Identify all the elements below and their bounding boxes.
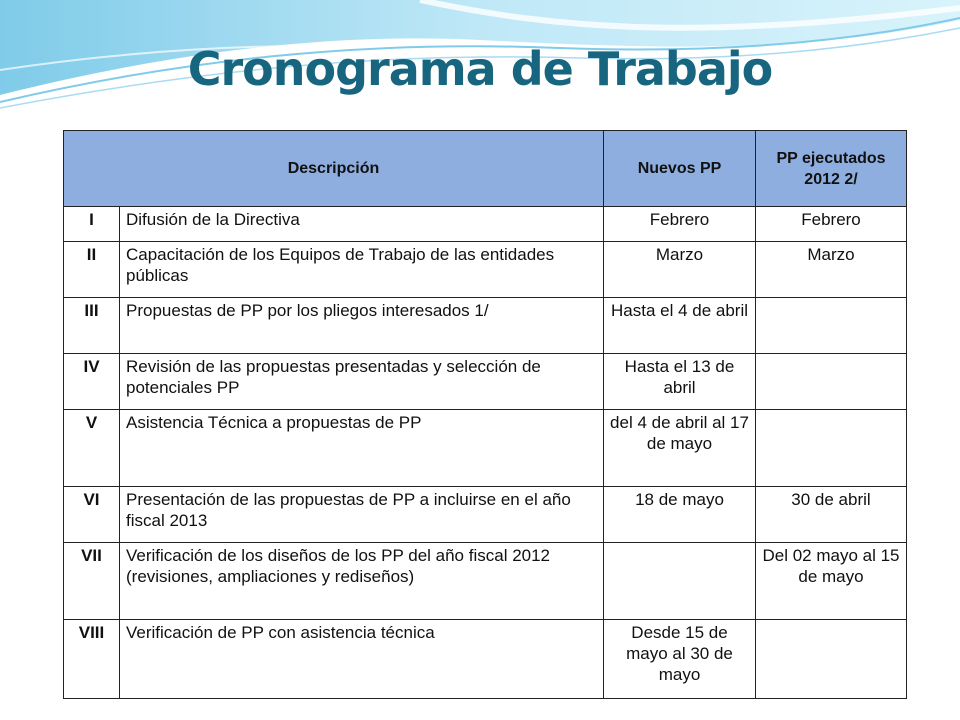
row-number: VI bbox=[64, 487, 120, 543]
table-row bbox=[64, 410, 907, 487]
row-pp-ejecutados: 30 de abril bbox=[756, 487, 907, 543]
row-number: VIII bbox=[64, 620, 120, 699]
row-description: Difusión de la Directiva bbox=[120, 207, 604, 242]
row-description: Verificación de PP con asistencia técnica bbox=[120, 620, 604, 699]
header-description: Descripción bbox=[64, 131, 604, 207]
row-number: III bbox=[64, 298, 120, 354]
row-pp-ejecutados: Del 02 mayo al 15 de mayo bbox=[756, 543, 907, 620]
row-description: Asistencia Técnica a propuestas de PP bbox=[120, 410, 604, 487]
schedule-table bbox=[63, 130, 907, 699]
table-row bbox=[64, 207, 907, 242]
row-description: Revisión de las propuestas presentadas y selección de potenciales PP bbox=[120, 354, 604, 410]
row-description: Capacitación de los Equipos de Trabajo de las entidades públicas bbox=[120, 242, 604, 298]
row-pp-ejecutados bbox=[756, 620, 907, 699]
table-row bbox=[64, 242, 907, 298]
row-pp-ejecutados bbox=[756, 298, 907, 354]
row-number: V bbox=[64, 410, 120, 487]
table-row bbox=[64, 354, 907, 410]
row-nuevos-pp bbox=[604, 543, 756, 620]
row-number: VII bbox=[64, 543, 120, 620]
row-pp-ejecutados bbox=[756, 354, 907, 410]
header-pp-ejecutados: PP ejecutados 2012 2/ bbox=[756, 131, 907, 207]
table-row bbox=[64, 620, 907, 699]
table-row bbox=[64, 298, 907, 354]
row-pp-ejecutados: Febrero bbox=[756, 207, 907, 242]
row-nuevos-pp: del 4 de abril al 17 de mayo bbox=[604, 410, 756, 487]
row-nuevos-pp: 18 de mayo bbox=[604, 487, 756, 543]
row-nuevos-pp: Hasta el 13 de abril bbox=[604, 354, 756, 410]
row-description: Propuestas de PP por los pliegos interesados 1/ bbox=[120, 298, 604, 354]
row-nuevos-pp: Marzo bbox=[604, 242, 756, 298]
row-nuevos-pp: Hasta el 4 de abril bbox=[604, 298, 756, 354]
row-pp-ejecutados: Marzo bbox=[756, 242, 907, 298]
row-number: II bbox=[64, 242, 120, 298]
row-pp-ejecutados bbox=[756, 410, 907, 487]
header-nuevos-pp: Nuevos PP bbox=[604, 131, 756, 207]
row-nuevos-pp: Febrero bbox=[604, 207, 756, 242]
row-description: Presentación de las propuestas de PP a incluirse en el año fiscal 2013 bbox=[120, 487, 604, 543]
row-description: Verificación de los diseños de los PP del año fiscal 2012 (revisiones, ampliaciones y rediseños) bbox=[120, 543, 604, 620]
row-nuevos-pp: Desde 15 de mayo al 30 de mayo bbox=[604, 620, 756, 699]
row-number: I bbox=[64, 207, 120, 242]
table-header-row bbox=[64, 131, 907, 207]
row-number: IV bbox=[64, 354, 120, 410]
table-row bbox=[64, 543, 907, 620]
table-row bbox=[64, 487, 907, 543]
slide-title: Cronograma de Trabajo bbox=[187, 42, 773, 96]
